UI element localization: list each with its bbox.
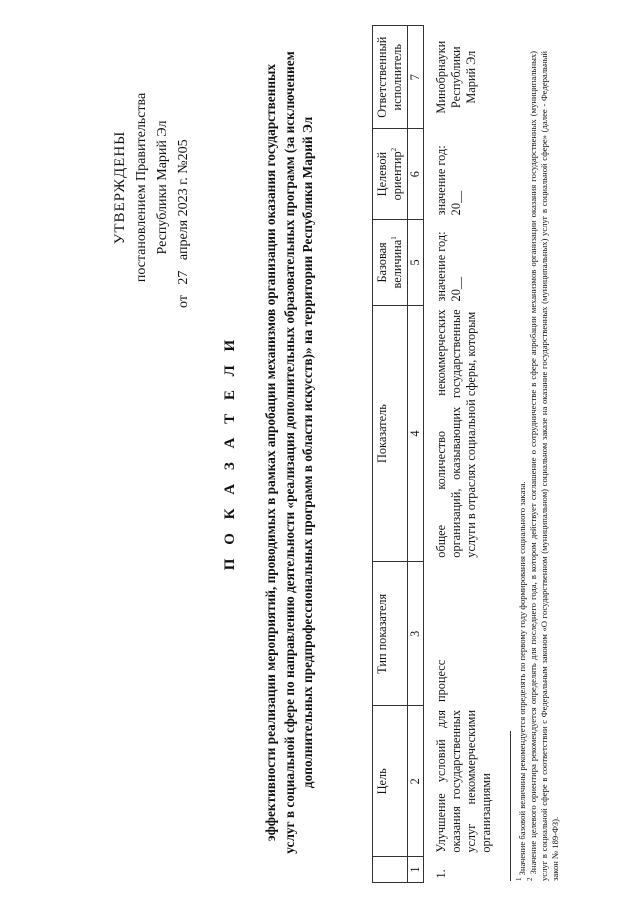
row-number: 1.	[434, 869, 448, 879]
row-base: значение год: 20__	[434, 231, 463, 302]
date-day: 27	[176, 270, 191, 285]
table-number-row	[408, 26, 424, 883]
col-number: 1	[408, 857, 424, 883]
table-row	[424, 26, 496, 883]
col-number: 2	[408, 706, 424, 857]
approval-stamp: УТВЕРЖДЕНЫ	[112, 130, 128, 245]
approval-date-line	[173, 45, 194, 330]
col-number: 3	[408, 562, 424, 706]
indicators-table	[372, 25, 495, 883]
approval-line-2: Республики Марий Эл	[155, 120, 170, 255]
col-number: 6	[408, 129, 424, 219]
header-responsible: Ответственный исполнитель	[373, 26, 408, 129]
document-title: П О К А З А Т Е Л И	[222, 334, 238, 571]
footnote-ref-2: 2	[389, 147, 398, 152]
table-header-row	[373, 26, 408, 883]
row-responsible: Минобрнауки Республики Марий Эл	[434, 40, 478, 114]
number-prefix: №	[176, 160, 191, 174]
approval-block	[110, 45, 194, 330]
footnotes	[517, 51, 561, 881]
header-goal: Цель	[373, 706, 408, 857]
footnote-2: $^2$ Значение целевого ориентира рекомендуется определять для последнего года, в котором действует соглашение о сотрудничестве в сфере апробации механизмов организации оказания государственных (муниципальных) услуг в социальной сфере в соответствии с Федеральным законом «О государственном (муниципальном) социальном заказе на оказание государственных (муниципальных) услуг в социальной сфере» (далее - Федеральный закон № 189-ФЗ).	[526, 51, 560, 881]
document-subtitle: эффективности реализации мероприятий, проводимых в рамках апробации механизмов организации оказания государственных услуг в социальной сфере по направлению деятельности «реализация дополнительных образовательных программ (за исключением дополнительных предпрофессиональных программ в области искусств)» на территории Республики Марий Эл	[263, 51, 315, 854]
col-number: 5	[408, 219, 424, 305]
date-month-year: апреля 2023 г.	[176, 177, 191, 261]
row-indicator: общее количество некоммерческих организаций, оказывающих государственные услуги в отраслях социальной сферы, которым	[434, 309, 478, 558]
row-target: значение год: 20__	[434, 145, 463, 216]
row-type: процесс	[434, 659, 448, 702]
header-number	[373, 857, 408, 883]
footnote-divider	[510, 731, 511, 881]
decree-number: 205	[176, 139, 191, 161]
footnote-1: $^1$ Значение базовой величины рекомендуется определять по первому году формирования социального заказа.	[515, 481, 527, 881]
header-target: Целевой ориентир$^2$	[373, 129, 408, 219]
approval-line-1: постановлением Правительства	[134, 92, 149, 283]
date-prefix: от	[176, 295, 191, 308]
row-goal: Улучшение условий для оказания государственных услуг некоммерческими организациями	[434, 709, 493, 853]
col-number: 7	[408, 26, 424, 129]
col-number: 4	[408, 305, 424, 561]
header-indicator: Показатель	[373, 305, 408, 561]
header-type: Тип показателя	[373, 562, 408, 706]
header-base: Базовая величина$^1$	[373, 219, 408, 305]
footnote-ref-1: 1	[389, 236, 398, 240]
